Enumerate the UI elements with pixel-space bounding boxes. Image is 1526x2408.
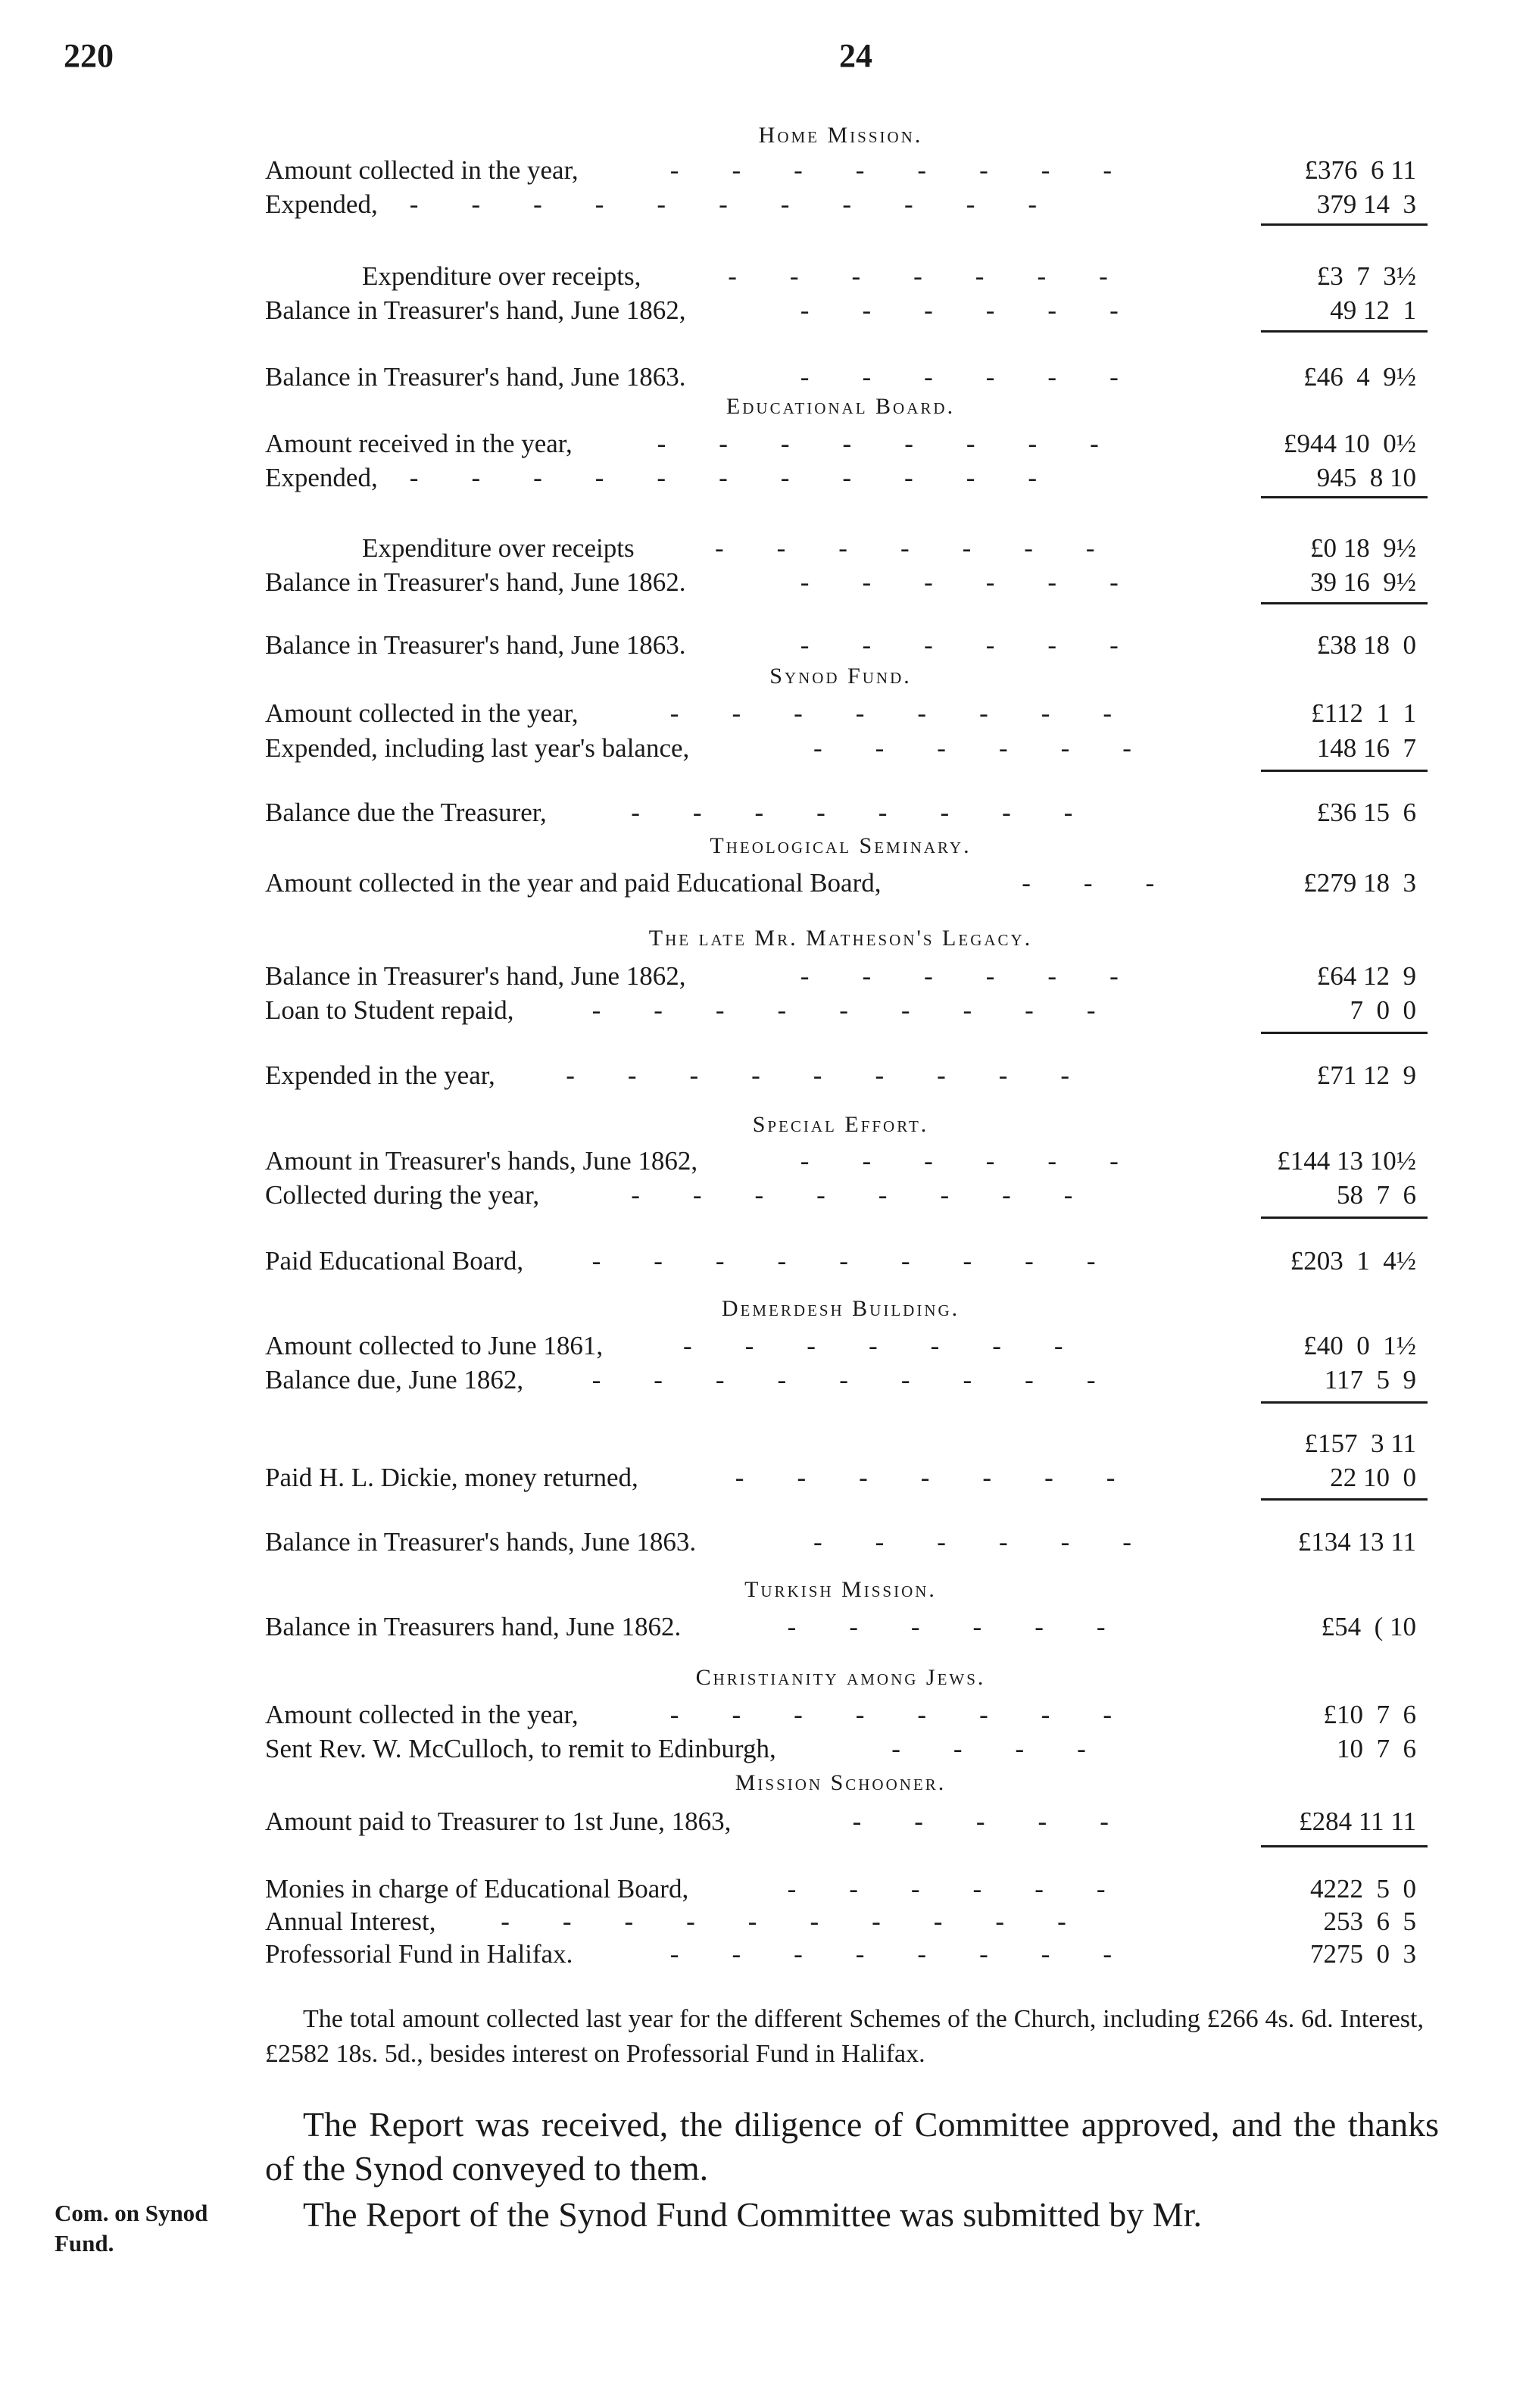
leader-dashes: - - - - - - - - - [591,995,1096,1025]
account-amount: £71 12 9 [1316,1060,1416,1090]
account-row [265,1463,1416,1496]
section-heading: The late Mr. Matheson's Legacy. [648,926,1033,951]
account-row [265,868,1416,901]
account-row [265,533,1416,567]
account-label: Balance due the Treasurer, [265,798,547,827]
account-amount: £279 18 3 [1303,868,1416,898]
account-amount: £10 7 6 [1323,1700,1416,1729]
leader-dashes: - - - - - - - [728,261,1108,291]
leader-dashes: - - - - - - - [735,1463,1116,1492]
account-label: Balance in Treasurer's hand, June 1863. [265,362,686,392]
leader-dashes: - - - - [891,1734,1086,1763]
account-row [265,295,1416,329]
account-amount: £134 13 11 [1297,1527,1416,1557]
leader-dashes: - - - - - - - - [669,155,1113,185]
account-amount: £54 ( 10 [1321,1612,1416,1641]
leader-dashes: - - - [1022,868,1155,898]
account-label: Amount collected in the year and paid Educational Board, [265,868,882,898]
report-paragraph-text: The Report was received, the diligence of Committee approved, and the thanks of the Synod conveyed to them. [265,2105,1439,2188]
section-heading: Special Effort. [752,1112,929,1137]
account-amount: 10 7 6 [1337,1734,1416,1763]
account-amount: £38 18 0 [1316,630,1416,660]
account-label: Collected during the year, [265,1180,540,1210]
section-heading: Educational Board. [726,394,956,419]
account-row [265,261,1416,295]
account-amount: 7275 0 3 [1310,1939,1416,1969]
total-paragraph [265,2002,1424,2072]
account-row [265,1700,1416,1733]
account-row [265,189,1416,223]
account-amount: 49 12 1 [1330,295,1416,325]
account-label: Loan to Student repaid, [265,995,514,1025]
total-paragraph-text: The total amount collected last year for the different Schemes of the Church, including £266 4s. 6d. Interest, £2582 18s. 5d., besides interest on Professorial Fund in Halifax. [265,2005,1424,2068]
account-label: Amount paid to Treasurer to 1st June, 1863, [265,1807,732,1836]
leader-dashes: - - - - - - - - - - - [409,463,1038,492]
page-number-center: 24 [839,37,872,74]
account-row [265,155,1416,189]
section-heading: Home Mission. [758,123,923,148]
account-amount: 7 0 0 [1350,995,1416,1025]
account-label: Balance due, June 1862, [265,1365,524,1395]
account-amount: £40 0 1½ [1303,1331,1416,1360]
account-amount: £36 15 6 [1316,798,1416,827]
account-label: Expended, [265,189,378,219]
account-amount: £157 3 11 [1304,1429,1416,1458]
account-row [265,429,1416,462]
leader-dashes: - - - - - - [800,295,1119,325]
leader-dashes: - - - - - - [787,1612,1106,1641]
account-label: Amount collected in the year, [265,1700,579,1729]
leader-dashes: - - - - - - - [683,1331,1063,1360]
leader-dashes: - - - - - - - - [631,1180,1073,1210]
account-label: Expended, [265,463,378,492]
account-row [265,1734,1416,1767]
account-amount: £144 13 10½ [1277,1146,1416,1176]
account-label: Balance in Treasurer's hand, June 1862. [265,567,686,597]
account-amount: £203 1 4½ [1290,1246,1416,1276]
sum-rule [1261,1498,1428,1501]
account-row [265,733,1416,767]
sum-rule [1261,1216,1428,1219]
account-label: Annual Interest, [265,1907,436,1936]
account-label: Balance in Treasurers hand, June 1862. [265,1612,682,1641]
account-row [265,1246,1416,1279]
leader-dashes: - - - - - - [787,1874,1106,1904]
section-heading: Synod Fund. [769,664,912,689]
account-row [265,995,1416,1029]
account-row [265,698,1416,732]
account-row [265,1060,1416,1094]
leader-dashes: - - - - - - - - [631,798,1073,827]
account-amount: £376 6 11 [1304,155,1416,185]
section-heading: Theological Seminary. [710,833,972,858]
account-label: Amount received in the year, [265,429,573,458]
account-amount: 148 16 7 [1316,733,1416,763]
leader-dashes: - - - - - - - - - [591,1365,1096,1395]
account-row [265,1429,1416,1462]
account-row [265,1365,1416,1398]
account-row [265,1527,1416,1560]
account-amount: 39 16 9½ [1310,567,1416,597]
account-row [265,961,1416,995]
section-heading: Demerdesh Building. [721,1296,960,1321]
leader-dashes: - - - - - - - - - [591,1246,1096,1276]
section-heading: Christianity among Jews. [695,1665,986,1690]
leader-dashes: - - - - - - [800,362,1119,392]
account-amount: £0 18 9½ [1310,533,1416,563]
sum-rule [1261,496,1428,498]
leader-dashes: - - - - - - [800,630,1119,660]
leader-dashes: - - - - - - - - [669,698,1113,728]
margin-note: Com. on Synod Fund. [55,2200,208,2257]
account-row [265,362,1416,395]
leader-dashes: - - - - - - - - - - [501,1907,1066,1936]
account-label: Amount collected to June 1861, [265,1331,604,1360]
leader-dashes: - - - - - [852,1807,1109,1836]
account-amount: 253 6 5 [1323,1907,1416,1936]
account-row [265,463,1416,496]
sum-rule [1261,1032,1428,1034]
leader-dashes: - - - - - - [800,961,1119,991]
account-row [265,1146,1416,1179]
account-row [265,1612,1416,1645]
account-amount: £944 10 0½ [1284,429,1416,458]
account-row [265,1874,1416,1907]
account-label: Balance in Treasurer's hand, June 1862, [265,295,686,325]
section-heading: Turkish Mission. [744,1577,937,1602]
sum-rule [1261,1401,1428,1404]
leader-dashes: - - - - - - [800,567,1119,597]
leader-dashes: - - - - - - - - [669,1939,1113,1969]
account-label: Amount in Treasurer's hands, June 1862, [265,1146,698,1176]
page-number-left: 220 [64,37,114,74]
leader-dashes: - - - - - - - - [669,1700,1113,1729]
account-amount: £3 7 3½ [1316,261,1416,291]
account-label: Expenditure over receipts [362,533,635,563]
account-label: Professorial Fund in Halifax. [265,1939,573,1969]
account-label: Expenditure over receipts, [362,261,641,291]
account-label: Paid Educational Board, [265,1246,524,1276]
account-row [265,1180,1416,1213]
account-label: Paid H. L. Dickie, money returned, [265,1463,638,1492]
account-row [265,1907,1416,1940]
sum-rule [1261,602,1428,604]
account-amount: 22 10 0 [1330,1463,1416,1492]
account-amount: 4222 5 0 [1310,1874,1416,1904]
leader-dashes: - - - - - - [800,1146,1119,1176]
report-paragraph [265,2103,1439,2191]
account-label: Balance in Treasurer's hand, June 1863. [265,630,686,660]
account-amount: 58 7 6 [1337,1180,1416,1210]
leader-dashes: - - - - - - - - [657,429,1099,458]
account-amount: £46 4 9½ [1303,362,1416,392]
account-label: Expended in the year, [265,1060,495,1090]
account-amount: £112 1 1 [1311,698,1416,728]
account-label: Balance in Treasurer's hand, June 1862, [265,961,686,991]
account-label: Monies in charge of Educational Board, [265,1874,689,1904]
leader-dashes: - - - - - - [813,733,1131,763]
sum-rule [1261,330,1428,333]
account-label: Amount collected in the year, [265,155,579,185]
account-amount: 379 14 3 [1316,189,1416,219]
account-amount: £64 12 9 [1316,961,1416,991]
leader-dashes: - - - - - - - - - - - [409,189,1038,219]
account-label: Balance in Treasurer's hands, June 1863. [265,1527,697,1557]
synod-fund-paragraph-text: The Report of the Synod Fund Committee was submitted by Mr. [303,2195,1202,2234]
account-row [265,630,1416,664]
account-row [265,1807,1416,1840]
account-row [265,798,1416,831]
leader-dashes: - - - - - - - - - [566,1060,1070,1090]
sum-rule [1261,770,1428,772]
account-amount: £284 11 11 [1299,1807,1416,1836]
leader-dashes: - - - - - - [813,1527,1131,1557]
section-heading: Mission Schooner. [735,1770,947,1795]
account-amount: 117 5 9 [1324,1365,1416,1395]
account-row [265,1939,1416,1972]
account-amount: 945 8 10 [1316,463,1416,492]
account-label: Amount collected in the year, [265,698,579,728]
leader-dashes: - - - - - - - [715,533,1095,563]
account-label: Expended, including last year's balance, [265,733,690,763]
sum-rule [1261,223,1428,226]
account-label: Sent Rev. W. McCulloch, to remit to Edinburgh, [265,1734,776,1763]
account-row [265,1331,1416,1364]
sum-rule [1261,1845,1428,1847]
synod-fund-paragraph [265,2193,1439,2237]
account-row [265,567,1416,601]
